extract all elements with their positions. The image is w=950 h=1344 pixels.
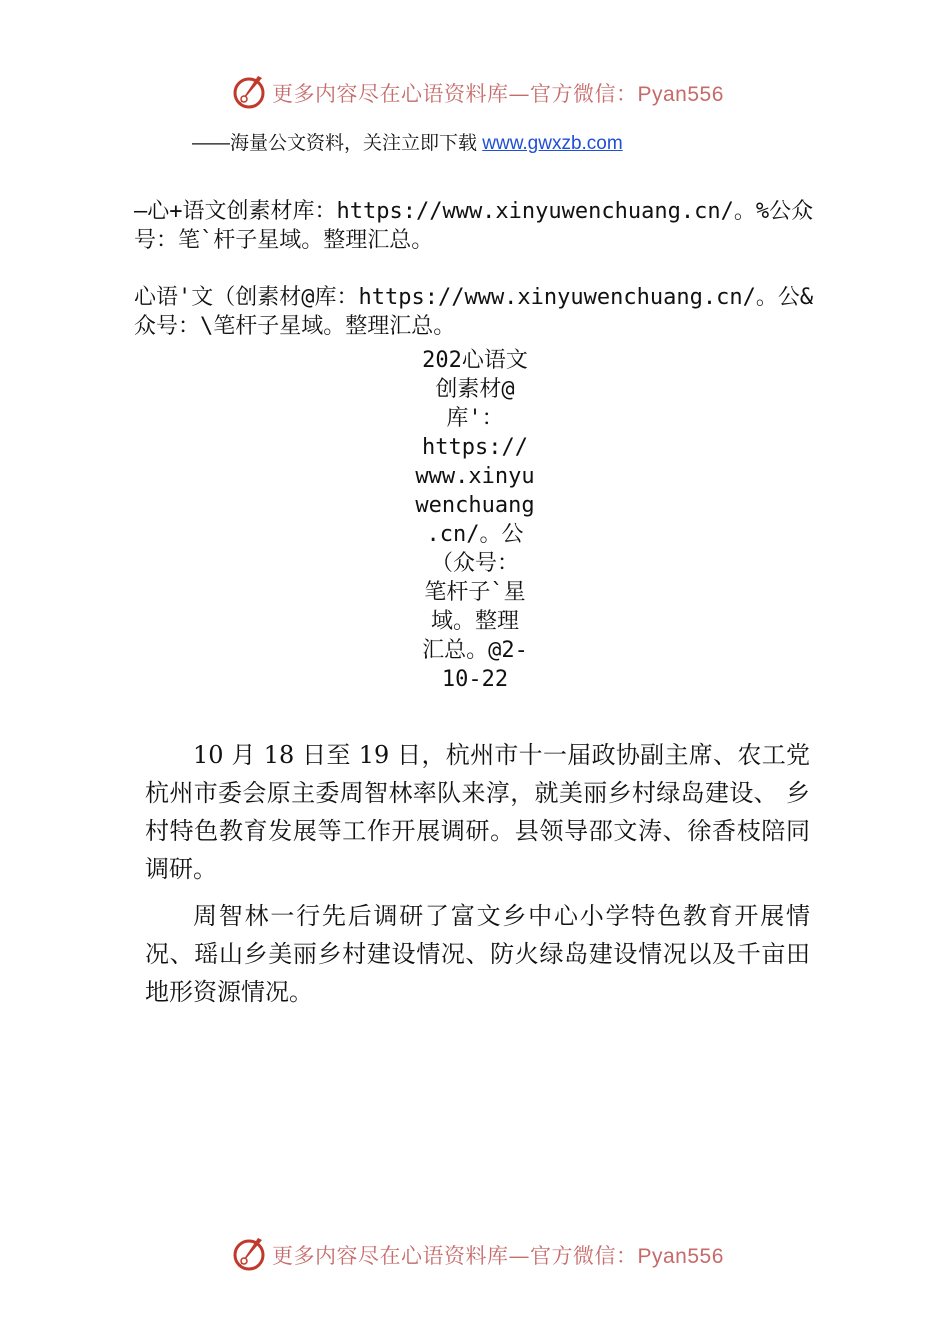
column-line: .cn/。公 xyxy=(426,522,524,547)
download-notice xyxy=(192,128,623,155)
column-line: 库'： xyxy=(446,406,504,431)
quill-logo-icon xyxy=(232,72,268,112)
watermark-line-1: —心+语文创素材库：https://www.xinyuwenchuang.cn/。%公众号：笔`杆子星域。整理汇总。 xyxy=(134,199,814,253)
watermark-line-2: 心语'文（创素材@库：https://www.xinyuwenchuang.cn/。公&众号：\笔杆子星域。整理汇总。 xyxy=(134,285,814,339)
column-line: 202心语文 xyxy=(422,348,528,373)
download-link[interactable]: www.gwxzb.com xyxy=(482,133,623,154)
download-notice-text: ——海量公文资料，关注立即下载 xyxy=(192,133,483,154)
column-line: www.xinyu xyxy=(415,464,535,489)
footer-banner xyxy=(0,1234,950,1274)
article-paragraph-1: 10 月 18 日至 19 日，杭州市十一届政协副主席、农工党杭州市委会原主委周智林率队来淳，就美丽乡村绿岛建设、 乡村特色教育发展等工作开展调研。县领导邵文涛、徐香枝陪同调研。 xyxy=(145,741,810,883)
wechat-id: Pyan556 xyxy=(637,83,724,106)
column-line: 域。整理 xyxy=(430,609,519,634)
column-line: https:// xyxy=(422,435,528,460)
column-line: 10-22 xyxy=(441,667,509,692)
article-paragraph-2: 周智林一行先后调研了富文乡中心小学特色教育开展情况、瑶山乡美丽乡村建设情况、防火绿岛建设情况以及千亩田地形资源情况。 xyxy=(145,902,810,1006)
column-line: （众号： xyxy=(430,551,519,576)
quill-logo-icon xyxy=(232,1234,268,1274)
column-line: 创素材@ xyxy=(435,377,515,402)
banner-slogan: 更多内容尽在心语资料库—官方微信： xyxy=(272,1244,638,1268)
column-line: 汇总。@2- xyxy=(422,638,528,663)
column-line: wenchuang xyxy=(415,493,535,518)
banner-text xyxy=(272,78,724,108)
banner-text xyxy=(272,1240,724,1270)
watermark-column xyxy=(405,346,545,694)
banner-slogan: 更多内容尽在心语资料库—官方微信： xyxy=(272,82,638,106)
column-line: 笔杆子`星 xyxy=(424,580,526,605)
header-banner xyxy=(0,72,950,112)
wechat-id: Pyan556 xyxy=(637,1245,724,1268)
